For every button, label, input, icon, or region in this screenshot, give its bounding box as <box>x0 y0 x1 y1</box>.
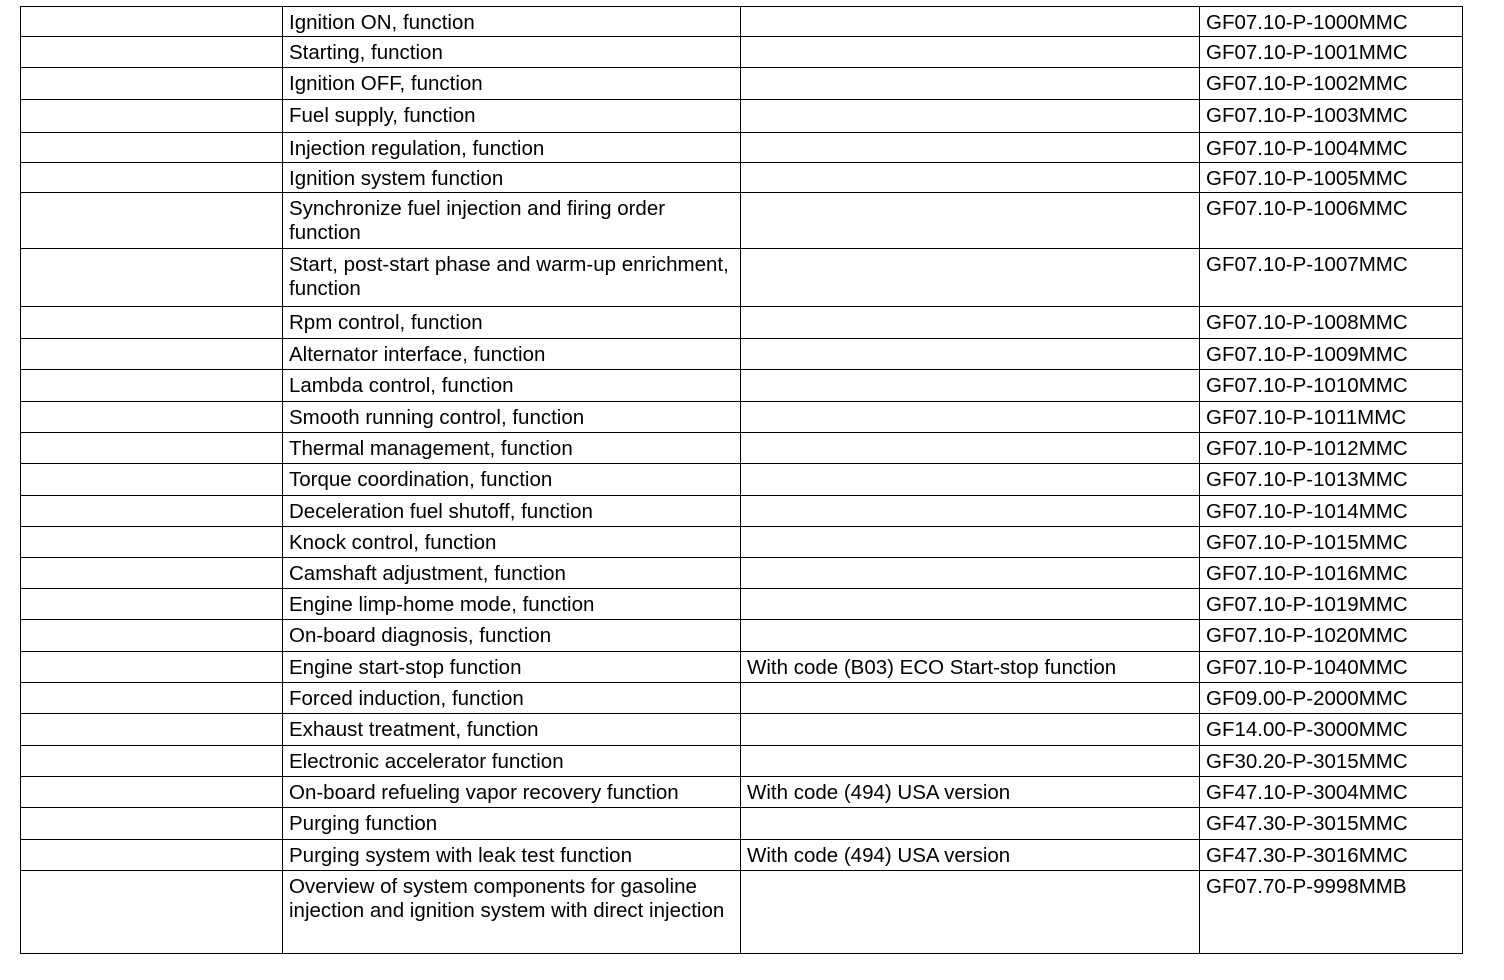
document-cell: GF07.10-P-1007MMC <box>1200 249 1463 307</box>
table-row <box>21 402 1463 433</box>
blank-cell <box>21 527 283 558</box>
document-cell: GF07.70-P-9998MMB <box>1200 871 1463 954</box>
document-cell: GF30.20-P-3015MMC <box>1200 746 1463 777</box>
table-row <box>21 307 1463 339</box>
function-cell: Engine start-stop function <box>283 652 741 683</box>
condition-cell <box>741 68 1200 100</box>
document-cell: GF07.10-P-1004MMC <box>1200 133 1463 163</box>
table-row <box>21 871 1463 954</box>
document-cell: GF07.10-P-1014MMC <box>1200 496 1463 527</box>
blank-cell <box>21 496 283 527</box>
condition-cell <box>741 620 1200 652</box>
table-row <box>21 620 1463 652</box>
blank-cell <box>21 133 283 163</box>
table-row <box>21 558 1463 589</box>
document-cell: GF07.10-P-1016MMC <box>1200 558 1463 589</box>
function-cell: Forced induction, function <box>283 683 741 714</box>
blank-cell <box>21 746 283 777</box>
document-cell: GF07.10-P-1011MMC <box>1200 402 1463 433</box>
blank-cell <box>21 808 283 840</box>
table-row <box>21 433 1463 464</box>
condition-cell <box>741 100 1200 133</box>
table-row <box>21 37 1463 68</box>
condition-cell <box>741 589 1200 620</box>
condition-cell <box>741 163 1200 193</box>
function-cell: Alternator interface, function <box>283 339 741 370</box>
table-row <box>21 714 1463 746</box>
blank-cell <box>21 777 283 808</box>
table-row <box>21 746 1463 777</box>
condition-cell <box>741 193 1200 249</box>
document-cell: GF07.10-P-1013MMC <box>1200 464 1463 496</box>
table-row <box>21 683 1463 714</box>
function-cell: Deceleration fuel shutoff, function <box>283 496 741 527</box>
condition-cell <box>741 7 1200 37</box>
function-cell: Start, post-start phase and warm-up enrichment, function <box>283 249 741 307</box>
blank-cell <box>21 683 283 714</box>
function-cell: Torque coordination, function <box>283 464 741 496</box>
document-cell: GF07.10-P-1012MMC <box>1200 433 1463 464</box>
document-cell: GF47.10-P-3004MMC <box>1200 777 1463 808</box>
table-row <box>21 840 1463 871</box>
blank-cell <box>21 464 283 496</box>
blank-cell <box>21 402 283 433</box>
function-cell: Knock control, function <box>283 527 741 558</box>
function-cell: Camshaft adjustment, function <box>283 558 741 589</box>
condition-cell <box>741 37 1200 68</box>
document-cell: GF07.10-P-1020MMC <box>1200 620 1463 652</box>
table-body <box>21 7 1463 954</box>
function-cell: Starting, function <box>283 37 741 68</box>
function-cell: On-board refueling vapor recovery function <box>283 777 741 808</box>
table-row <box>21 339 1463 370</box>
blank-cell <box>21 249 283 307</box>
document-cell: GF14.00-P-3000MMC <box>1200 714 1463 746</box>
blank-cell <box>21 163 283 193</box>
condition-cell: With code (B03) ECO Start-stop function <box>741 652 1200 683</box>
condition-cell <box>741 714 1200 746</box>
blank-cell <box>21 37 283 68</box>
function-cell: Engine limp-home mode, function <box>283 589 741 620</box>
blank-cell <box>21 871 283 954</box>
table-row <box>21 133 1463 163</box>
function-cell: On-board diagnosis, function <box>283 620 741 652</box>
condition-cell: With code (494) USA version <box>741 777 1200 808</box>
function-cell: Ignition system function <box>283 163 741 193</box>
condition-cell <box>741 746 1200 777</box>
table-row <box>21 7 1463 37</box>
table-row <box>21 370 1463 402</box>
condition-cell <box>741 433 1200 464</box>
document-cell: GF07.10-P-1003MMC <box>1200 100 1463 133</box>
table-row <box>21 193 1463 249</box>
blank-cell <box>21 620 283 652</box>
document-cell: GF07.10-P-1040MMC <box>1200 652 1463 683</box>
document-cell: GF09.00-P-2000MMC <box>1200 683 1463 714</box>
condition-cell <box>741 527 1200 558</box>
condition-cell: With code (494) USA version <box>741 840 1200 871</box>
table-row <box>21 589 1463 620</box>
table-row <box>21 163 1463 193</box>
blank-cell <box>21 558 283 589</box>
condition-cell <box>741 464 1200 496</box>
function-cell: Lambda control, function <box>283 370 741 402</box>
function-cell: Overview of system components for gasoline injection and ignition system with direct injection <box>283 871 741 954</box>
table-row <box>21 777 1463 808</box>
blank-cell <box>21 100 283 133</box>
condition-cell <box>741 558 1200 589</box>
document-cell: GF07.10-P-1002MMC <box>1200 68 1463 100</box>
function-cell: Ignition ON, function <box>283 7 741 37</box>
document-cell: GF07.10-P-1019MMC <box>1200 589 1463 620</box>
condition-cell <box>741 249 1200 307</box>
blank-cell <box>21 589 283 620</box>
document-cell: GF07.10-P-1006MMC <box>1200 193 1463 249</box>
document-cell: GF07.10-P-1015MMC <box>1200 527 1463 558</box>
table-row <box>21 68 1463 100</box>
function-cell: Purging system with leak test function <box>283 840 741 871</box>
condition-cell <box>741 402 1200 433</box>
document-cell: GF07.10-P-1008MMC <box>1200 307 1463 339</box>
blank-cell <box>21 307 283 339</box>
table-row <box>21 808 1463 840</box>
document-cell: GF47.30-P-3015MMC <box>1200 808 1463 840</box>
condition-cell <box>741 339 1200 370</box>
function-cell: Synchronize fuel injection and firing order function <box>283 193 741 249</box>
document-cell: GF07.10-P-1000MMC <box>1200 7 1463 37</box>
table-row <box>21 527 1463 558</box>
function-cell: Injection regulation, function <box>283 133 741 163</box>
function-cell: Thermal management, function <box>283 433 741 464</box>
condition-cell <box>741 808 1200 840</box>
function-cell: Purging function <box>283 808 741 840</box>
document-cell: GF47.30-P-3016MMC <box>1200 840 1463 871</box>
condition-cell <box>741 683 1200 714</box>
document-cell: GF07.10-P-1010MMC <box>1200 370 1463 402</box>
table-row <box>21 464 1463 496</box>
document-cell: GF07.10-P-1009MMC <box>1200 339 1463 370</box>
function-cell: Smooth running control, function <box>283 402 741 433</box>
function-cell: Fuel supply, function <box>283 100 741 133</box>
function-cell: Ignition OFF, function <box>283 68 741 100</box>
function-cell: Electronic accelerator function <box>283 746 741 777</box>
blank-cell <box>21 68 283 100</box>
function-document-table <box>20 6 1463 954</box>
document-cell: GF07.10-P-1001MMC <box>1200 37 1463 68</box>
function-cell: Exhaust treatment, function <box>283 714 741 746</box>
table-row <box>21 496 1463 527</box>
condition-cell <box>741 871 1200 954</box>
table-row <box>21 652 1463 683</box>
blank-cell <box>21 433 283 464</box>
condition-cell <box>741 307 1200 339</box>
blank-cell <box>21 7 283 37</box>
blank-cell <box>21 339 283 370</box>
blank-cell <box>21 840 283 871</box>
table-row <box>21 100 1463 133</box>
blank-cell <box>21 193 283 249</box>
table-row <box>21 249 1463 307</box>
document-cell: GF07.10-P-1005MMC <box>1200 163 1463 193</box>
function-cell: Rpm control, function <box>283 307 741 339</box>
blank-cell <box>21 652 283 683</box>
condition-cell <box>741 133 1200 163</box>
blank-cell <box>21 714 283 746</box>
condition-cell <box>741 496 1200 527</box>
condition-cell <box>741 370 1200 402</box>
blank-cell <box>21 370 283 402</box>
